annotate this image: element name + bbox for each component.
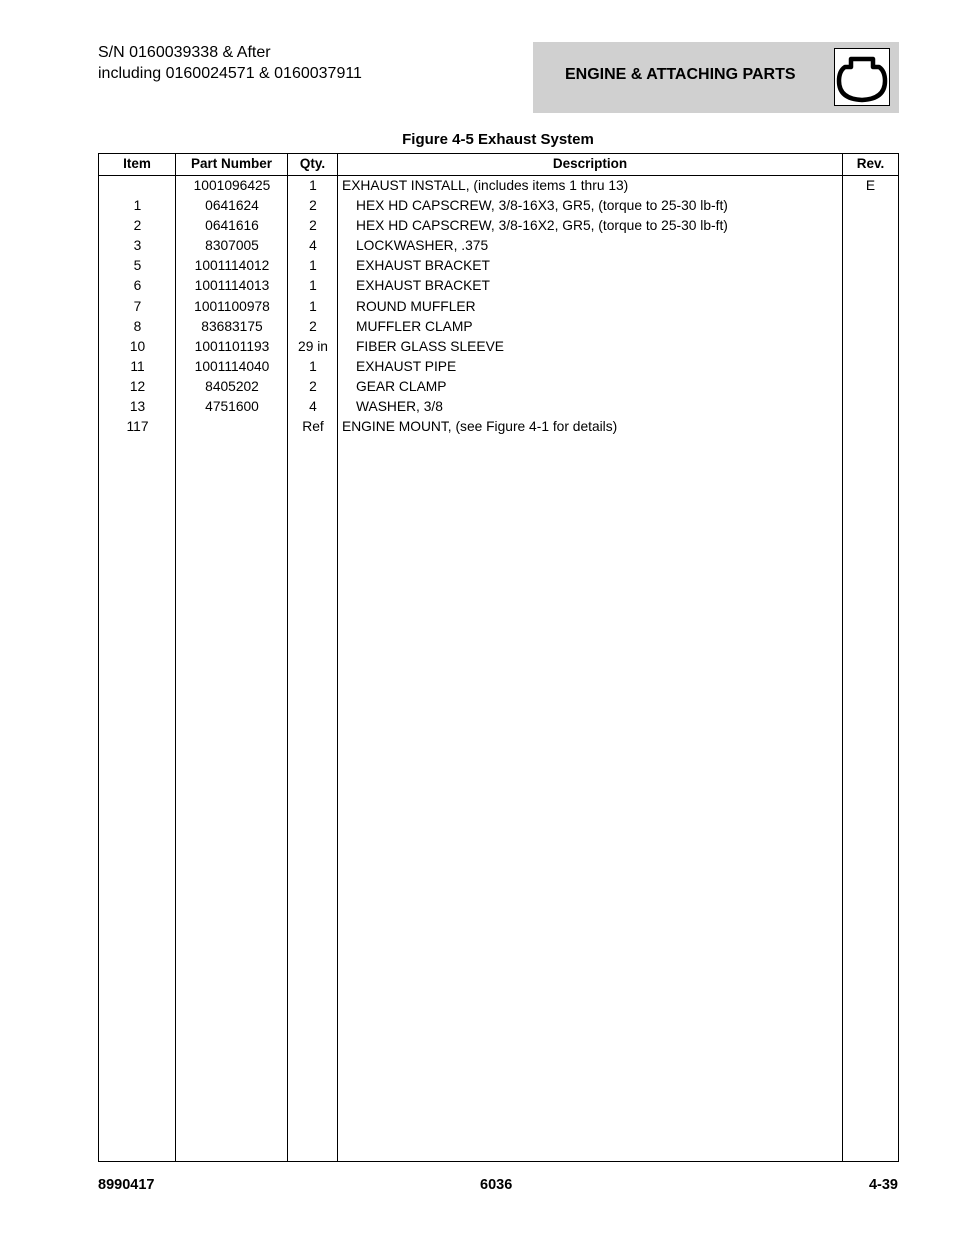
cell-part-number: 1001100978 xyxy=(194,298,270,314)
table-row xyxy=(99,357,898,377)
table-row xyxy=(99,276,898,296)
cell-description: HEX HD CAPSCREW, 3/8-16X3, GR5, (torque to 25-30 lb-ft) xyxy=(356,198,728,214)
cell-item: 11 xyxy=(130,358,145,374)
cell-part-number: 1001114012 xyxy=(194,258,270,274)
cell-description: ROUND MUFFLER xyxy=(356,298,476,314)
cell-description: MUFFLER CLAMP xyxy=(356,318,473,334)
cell-item: 13 xyxy=(129,399,146,415)
cell-item: 6 xyxy=(133,278,142,294)
cell-description: WASHER, 3/8 xyxy=(356,399,443,415)
column-header-description: Description xyxy=(552,156,628,171)
table-row xyxy=(99,236,898,256)
cell-item: 3 xyxy=(133,238,142,254)
table-row xyxy=(99,317,898,337)
serial-line-2: including 0160024571 & 0160037911 xyxy=(98,65,362,82)
column-header-qty: Qty. xyxy=(299,156,326,171)
cell-item: 12 xyxy=(129,378,146,394)
table-body xyxy=(99,176,898,437)
cell-rev: E xyxy=(865,178,876,193)
cell-qty: 1 xyxy=(309,358,317,374)
engine-block-icon xyxy=(834,48,890,106)
figure-title: Figure 4-5 Exhaust System xyxy=(402,131,594,148)
table-row xyxy=(99,417,898,437)
column-header-rev: Rev. xyxy=(856,156,885,171)
cell-description: EXHAUST PIPE xyxy=(356,358,457,374)
footer-page-number: 4-39 xyxy=(868,1177,898,1193)
cell-part-number: 8307005 xyxy=(205,238,259,254)
cell-item: 7 xyxy=(133,298,142,314)
cell-description: EXHAUST BRACKET xyxy=(356,258,490,274)
cell-item: 2 xyxy=(133,218,142,234)
cell-part-number: 1001101193 xyxy=(194,338,270,354)
section-title: ENGINE & ATTACHING PARTS xyxy=(565,66,796,83)
cell-item: 10 xyxy=(129,338,146,354)
table-row xyxy=(99,176,898,196)
cell-description: EXHAUST INSTALL, (includes items 1 thru 13) xyxy=(342,178,629,193)
cell-part-number: 4751600 xyxy=(205,399,259,415)
cell-qty: 29 in xyxy=(298,338,328,354)
cell-part-number: 1001114040 xyxy=(194,358,270,374)
table-row xyxy=(99,337,898,357)
table-row xyxy=(99,216,898,236)
cell-qty: 4 xyxy=(309,238,317,254)
table-row xyxy=(99,196,898,216)
cell-part-number: 0641624 xyxy=(205,198,259,214)
cell-qty: 2 xyxy=(309,218,317,234)
footer-document-number: 8990417 xyxy=(98,1177,155,1193)
cell-qty: 1 xyxy=(309,258,317,274)
cell-qty: 2 xyxy=(309,318,317,334)
cell-description: GEAR CLAMP xyxy=(356,378,447,394)
cell-item: 5 xyxy=(133,258,142,274)
cell-item: 8 xyxy=(133,318,142,334)
column-header-item: Item xyxy=(123,156,151,171)
cell-item: 117 xyxy=(126,419,149,435)
cell-description: EXHAUST BRACKET xyxy=(356,278,490,294)
table-row xyxy=(99,397,898,417)
cell-part-number: 1001096425 xyxy=(193,178,271,193)
cell-description: ENGINE MOUNT, (see Figure 4-1 for details) xyxy=(342,419,618,435)
cell-part-number: 0641616 xyxy=(205,218,259,234)
cell-qty: 2 xyxy=(309,198,317,214)
cell-part-number: 83683175 xyxy=(201,318,263,334)
cell-description: FIBER GLASS SLEEVE xyxy=(356,338,504,354)
footer-model-number: 6036 xyxy=(480,1177,513,1193)
cell-qty: 1 xyxy=(309,278,317,294)
section-header xyxy=(533,42,899,113)
serial-number-block xyxy=(98,42,362,84)
table-row xyxy=(99,377,898,397)
cell-qty: 2 xyxy=(309,378,317,394)
cell-item: 1 xyxy=(133,198,142,214)
cell-qty: Ref xyxy=(302,419,324,435)
table-row xyxy=(99,297,898,317)
cell-part-number: 1001114013 xyxy=(194,278,270,294)
cell-qty: 1 xyxy=(309,178,317,193)
cell-qty: 4 xyxy=(309,399,317,415)
cell-description: HEX HD CAPSCREW, 3/8-16X2, GR5, (torque to 25-30 lb-ft) xyxy=(356,218,728,234)
serial-line-1: S/N 0160039338 & After xyxy=(98,44,271,61)
cell-description: LOCKWASHER, .375 xyxy=(356,238,489,254)
cell-part-number: 8405202 xyxy=(205,378,259,394)
table-row xyxy=(99,256,898,276)
column-header-part-number: Part Number xyxy=(190,156,273,171)
cell-qty: 1 xyxy=(309,298,317,314)
parts-table xyxy=(98,153,899,1162)
